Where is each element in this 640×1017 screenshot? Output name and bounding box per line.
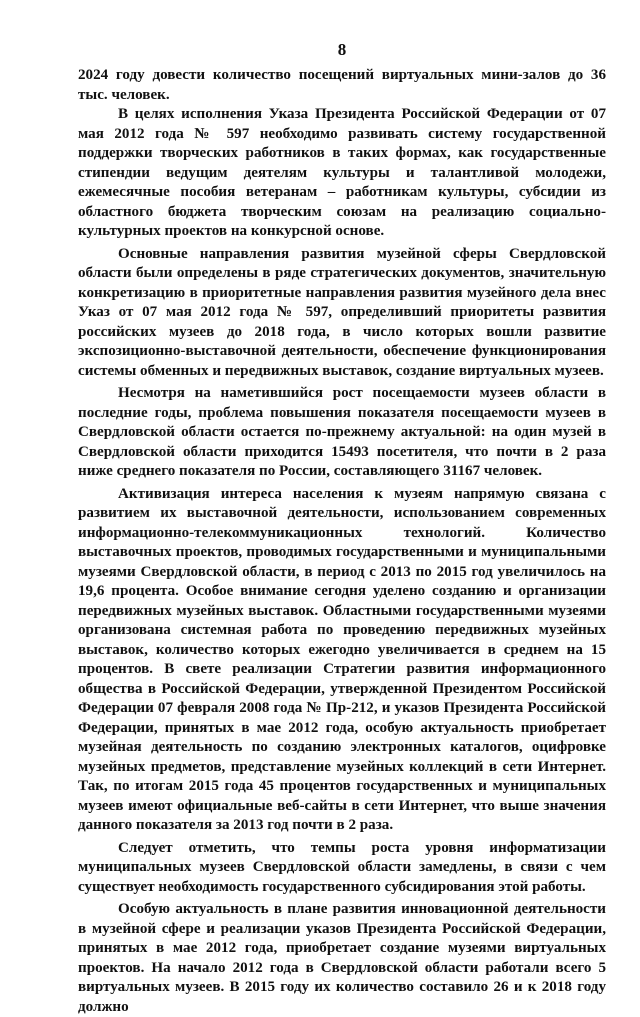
page-number: 8 — [337, 40, 347, 59]
paragraph-virtual-museums: Особую актуальность в плане развития инновационной деятельности в музейной сфере и реализации указов Президента Российской Федерации, принятых в мае 2012 года, приобретает создание музеями виртуальных проектов. На начало 2012 года в Свердловской области работали всего 5 виртуальных музеев. В 2015 году их количество составило 26 и к 2018 году должно — [78, 901, 606, 1015]
paragraph-continuation: 2024 году довести количество посещений виртуальных мини-залов до 36 тыс. человек. — [78, 67, 606, 103]
paragraph-state-support: В целях исполнения Указа Президента Российской Федерации от 07 мая 2012 года № 597 необходимо развивать систему государственной поддержки творческих работников в таких формах, как государственные стипендии ведущим деятелям культуры и талантливой молодежи, ежемесячные пособия ветеранам – работникам культуры, субсидии из областного бюджета творческим союзам на реализацию социально-культурных проектов на конкурсной основе. — [78, 106, 606, 239]
paragraph-exhibitions: Активизация интереса населения к музеям напрямую связана с развитием их выставочной деятельности, использованием современных информационно-телекоммуникационных технологий. Количество выставочных проектов, проводимых государственными и муниципальными музеями Свердловской области, в период с 2013 по 2015 год увеличилось на 19,6 процента. Особое внимание сегодня уделено созданию и организации передвижных музейных выставок. Областными государственными музеями организована системная работа по проведению передвижных музейных выставок, количество которых ежегодно увеличивается в среднем на 15 процентов. В свете реализации Стратегии развития информационного общества в Российской Федерации, утвержденной Президентом Российской Федерации 07 февраля 2008 года № Пр-212, и указов Президента Российской Федерации, принятых в мае 2012 года, особую актуальность приобретает музейная деятельность по созданию электронных каталогов, оцифровке музейных предметов, представление музейных коллекций в сети Интернет. Так, по итогам 2015 года 45 процентов государственных и муниципальных музеев имеют официальные веб-сайты в сети Интернет, что выше значения данного показателя за 2013 год почти в 2 раза. — [78, 485, 606, 833]
paragraph-museum-directions: Основные направления развития музейной сферы Свердловской области были определены в ряде стратегических документов, значительную конкретизацию в приоритетные направления развития музейного дела внес Указ от 07 мая 2012 года № 597, определивший приоритеты развития российских музеев до 2018 года, в число которых вошли развитие экспозиционно-выставочной деятельности, обеспечение функционирования системы обменных и передвижных выставок, создание виртуальных музеев. — [78, 245, 606, 379]
paragraph-attendance: Несмотря на наметившийся рост посещаемости музеев области в последние годы, проблема повышения показателя посещаемости музеев в Свердловской области остается по-прежнему актуальной: на один музей в Свердловской области приходится 15493 посетителя, что почти в 2 раза ниже среднего показателя по России, составляющего 31167 человек. — [78, 385, 606, 479]
paragraph-informatization: Следует отметить, что темпы роста уровня информатизации муниципальных музеев Свердловской области замедлены, в связи с чем существует необходимость государственного субсидирования этой работы. — [78, 839, 606, 895]
